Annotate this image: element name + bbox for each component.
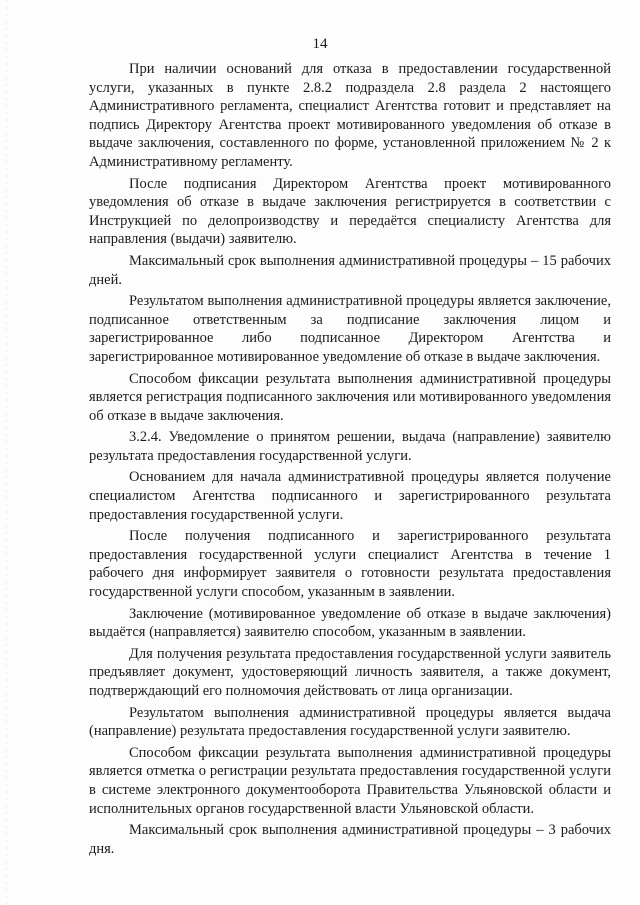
page-number: 14: [312, 36, 328, 52]
paragraph-max-term-3-days: Максимальный срок выполнения административной процедуры – 3 рабочих дня.: [89, 822, 611, 857]
scan-edge-artifact: [6, 0, 7, 905]
body-text: [89, 60, 611, 861]
paragraph-refusal-grounds: При наличии оснований для отказа в предоставлении государственной услуги, указанных в пункте 2.8.2 подраздела 2.8 раздела 2 настоящего Административного регламента, специалист Агентства готовит и представляет на подпись Директору Агентства проект мотивированного уведомления об отказе в выдаче заключения, составленного по форме, установленной приложением № 2 к Административному регламенту.: [89, 61, 611, 170]
paragraph-conclusion-delivery: Заключение (мотивированное уведомление об отказе в выдаче заключения) выдаётся (направляется) заявителю способом, указанным в заявлении.: [89, 605, 611, 641]
paragraph-delivery-result: Результатом выполнения административной процедуры является выдача (направление) результата предоставления государственной услуги заявителю.: [89, 704, 611, 740]
paragraph-refusal-registration: После подписания Директором Агентства проект мотивированного уведомления об отказе в выдаче заключения регистрируется в соответствии с Инструкцией по делопроизводству и передаётся специалисту Агентства для направления (выдачи) заявителю.: [89, 175, 611, 248]
paragraph-max-term-15-days: Максимальный срок выполнения административной процедуры – 15 рабочих дней.: [89, 252, 611, 288]
paragraph-identity-documents: Для получения результата предоставления государственной услуги заявитель предъявляет документ, удостоверяющий личность заявителя, а также документ, подтверждающий его полномочия действовать от лица организации.: [89, 645, 611, 699]
paragraph-applicant-notification: После получения подписанного и зарегистрированного результата предоставления государственной услуги специалист Агентства в течение 1 рабочего дня информирует заявителя о готовности результата предоставления государственной услуги способом, указанным в заявлении.: [89, 528, 611, 601]
paragraph-procedure-result: Результатом выполнения административной процедуры является заключение, подписанное ответственным за подписание заключения лицом и зарегистрированное либо подписанное Директором Агентства и зарегистрированное мотивированное уведомление об отказе в выдаче заключения.: [89, 293, 611, 365]
paragraph-procedure-basis: Основанием для начала административной процедуры является получение специалистом Агентства подписанного и зарегистрированного результата предоставления государственной услуги.: [89, 469, 611, 523]
section-heading-3-2-4: 3.2.4. Уведомление о принятом решении, выдача (направление) заявителю результата предоставления государственной услуги.: [89, 429, 611, 464]
paragraph-delivery-fixation: Способом фиксации результата выполнения административной процедуры является отметка о регистрации результата предоставления государственной услуги в системе электронного документооборота Правительства Ульяновской области и исполнительных органов государственной власти Ульяновской области.: [89, 744, 611, 817]
paragraph-result-fixation: Способом фиксации результата выполнения административной процедуры является регистрация подписанного заключения или мотивированного уведомления об отказе в выдаче заключения.: [89, 370, 611, 424]
